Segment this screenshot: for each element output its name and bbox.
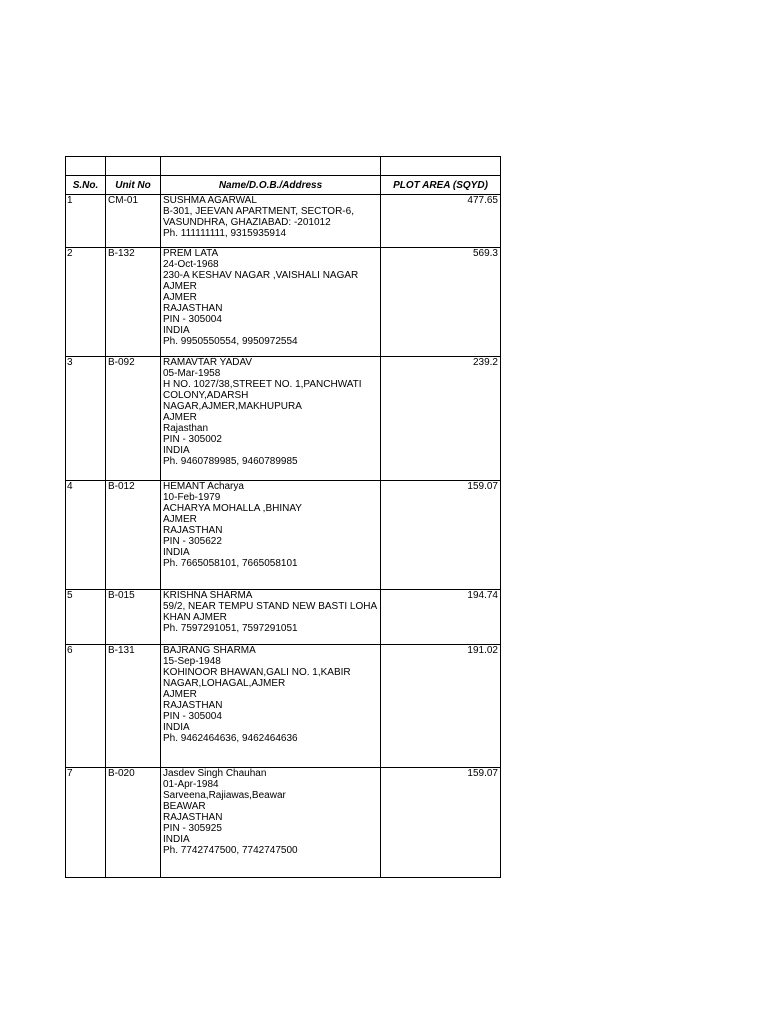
header-name-dob-address: Name/D.O.B./Address (161, 176, 381, 195)
pin-line: PIN - 305925 (163, 823, 222, 834)
address-line: RAJASTHAN (163, 700, 223, 711)
dob-line: 01-Apr-1984 (163, 779, 219, 790)
country-line: INDIA (163, 547, 190, 558)
phone-line: Ph. 9950550554, 9950972554 (163, 336, 298, 347)
table-row (66, 590, 501, 645)
address-line: Rajasthan (163, 423, 209, 434)
pin-line: PIN - 305004 (163, 314, 222, 325)
plot-area-cell: 194.74 (381, 590, 501, 645)
table-row (66, 195, 501, 248)
phone-line: Ph. 111111111, 9315935914 (163, 228, 287, 239)
sno-cell: 6 (66, 645, 106, 768)
details-cell (161, 357, 381, 481)
owner-name: SUSHMA AGARWAL (163, 195, 257, 206)
header-plot-area: PLOT AREA (SQYD) (381, 176, 501, 195)
phone-line: Ph. 9460789985, 9460789985 (163, 456, 298, 467)
plot-area-cell: 159.07 (381, 768, 501, 878)
plot-area-cell: 239.2 (381, 357, 501, 481)
sno-cell: 4 (66, 481, 106, 590)
table-blank-row (66, 157, 501, 176)
table-header-row (66, 176, 501, 195)
details-cell (161, 481, 381, 590)
address-line: KHAN AJMER (163, 612, 227, 623)
unit-no-cell: B-015 (106, 590, 161, 645)
address-line: BEAWAR (163, 801, 206, 812)
table-row (66, 357, 501, 481)
address-line: AJMER (163, 412, 197, 423)
unit-no-cell: CM-01 (106, 195, 161, 248)
blank-cell (66, 157, 106, 176)
allottee-table (65, 156, 501, 878)
unit-no-cell: B-012 (106, 481, 161, 590)
plot-area-cell: 477.65 (381, 195, 501, 248)
dob-line: 24-Oct-1968 (163, 259, 219, 270)
owner-name: PREM LATA (163, 248, 219, 259)
pin-line: PIN - 305002 (163, 434, 222, 445)
address-line: KOHINOOR BHAWAN,GALI NO. 1,KABIR (163, 667, 351, 678)
details-cell (161, 768, 381, 878)
dob-line: 05-Mar-1958 (163, 368, 221, 379)
address-line: ACHARYA MOHALLA ,BHINAY (163, 503, 302, 514)
address-line: AJMER (163, 689, 197, 700)
unit-no-cell: B-092 (106, 357, 161, 481)
sno-cell: 1 (66, 195, 106, 248)
sno-cell: 3 (66, 357, 106, 481)
owner-name: KRISHNA SHARMA (163, 590, 253, 601)
details-cell (161, 248, 381, 357)
sno-cell: 7 (66, 768, 106, 878)
plot-area-cell: 569.3 (381, 248, 501, 357)
dob-line: 10-Feb-1979 (163, 492, 221, 503)
address-line: NAGAR,AJMER,MAKHUPURA (163, 401, 302, 412)
country-line: INDIA (163, 325, 190, 336)
address-line: 230-A KESHAV NAGAR ,VAISHALI NAGAR (163, 270, 359, 281)
sno-cell: 2 (66, 248, 106, 357)
details-cell (161, 590, 381, 645)
address-line: AJMER (163, 514, 197, 525)
address-line: RAJASTHAN (163, 303, 223, 314)
plot-area-cell: 159.07 (381, 481, 501, 590)
phone-line: Ph. 9462464636, 9462464636 (163, 733, 298, 744)
table-row (66, 248, 501, 357)
details-cell (161, 195, 381, 248)
pin-line: PIN - 305004 (163, 711, 222, 722)
details-cell (161, 645, 381, 768)
unit-no-cell: B-131 (106, 645, 161, 768)
address-line: AJMER (163, 281, 197, 292)
plot-area-cell: 191.02 (381, 645, 501, 768)
address-line: NAGAR,LOHAGAL,AJMER (163, 678, 286, 689)
header-unit-no: Unit No (106, 176, 161, 195)
address-line: RAJASTHAN (163, 525, 223, 536)
sno-cell: 5 (66, 590, 106, 645)
table-row (66, 768, 501, 878)
blank-cell (161, 157, 381, 176)
country-line: INDIA (163, 834, 190, 845)
blank-cell (106, 157, 161, 176)
phone-line: Ph. 7597291051, 7597291051 (163, 623, 298, 634)
unit-no-cell: B-132 (106, 248, 161, 357)
owner-name: RAMAVTAR YADAV (163, 357, 253, 368)
address-line: AJMER (163, 292, 197, 303)
table-row (66, 645, 501, 768)
address-line: RAJASTHAN (163, 812, 223, 823)
pin-line: PIN - 305622 (163, 536, 222, 547)
address-line: Sarveena,Rajiawas,Beawar (163, 790, 286, 801)
country-line: INDIA (163, 722, 190, 733)
address-line: H NO. 1027/38,STREET NO. 1,PANCHWATI (163, 379, 362, 390)
dob-line: 15-Sep-1948 (163, 656, 221, 667)
table-row (66, 481, 501, 590)
address-line: VASUNDHRA, GHAZIABAD: -201012 (163, 217, 331, 228)
phone-line: Ph. 7742747500, 7742747500 (163, 845, 298, 856)
owner-name: BAJRANG SHARMA (163, 645, 256, 656)
owner-name: HEMANT Acharya (163, 481, 244, 492)
unit-no-cell: B-020 (106, 768, 161, 878)
address-line: B-301, JEEVAN APARTMENT, SECTOR-6, (163, 206, 354, 217)
owner-name: Jasdev Singh Chauhan (163, 768, 267, 779)
address-line: 59/2, NEAR TEMPU STAND NEW BASTI LOHA (163, 601, 378, 612)
blank-cell (381, 157, 501, 176)
address-line: COLONY,ADARSH (163, 390, 249, 401)
header-sno: S.No. (66, 176, 106, 195)
country-line: INDIA (163, 445, 190, 456)
phone-line: Ph. 7665058101, 7665058101 (163, 558, 298, 569)
